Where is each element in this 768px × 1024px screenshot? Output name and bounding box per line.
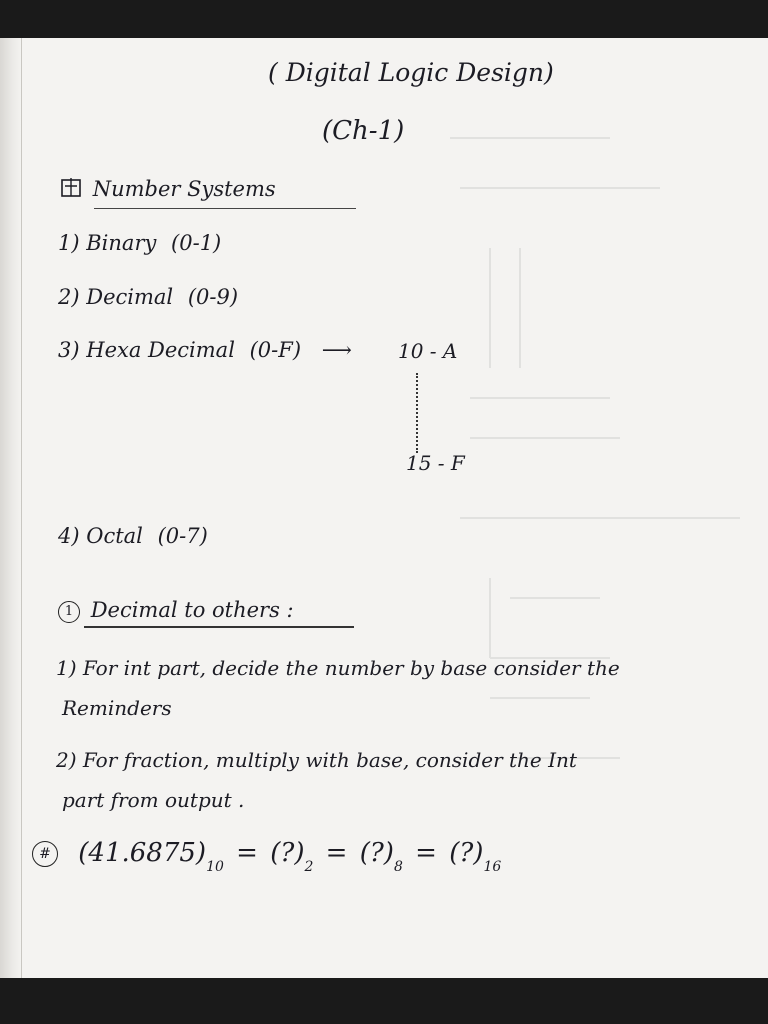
item-number: 1) bbox=[58, 231, 80, 255]
list-item-binary bbox=[58, 231, 221, 255]
rule-text: For fraction, multiply with base, consider the Int bbox=[82, 748, 577, 772]
item-name: Hexa Decimal bbox=[86, 338, 235, 362]
rule-number: 2) bbox=[56, 748, 77, 772]
equals-sign: = bbox=[415, 838, 437, 868]
page-binding-edge bbox=[0, 38, 22, 978]
hex-map-start: 10 - A bbox=[398, 339, 458, 363]
decimal-to-others-heading bbox=[58, 598, 294, 623]
base-subscript: 16 bbox=[483, 859, 502, 875]
notebook-page bbox=[0, 38, 768, 978]
decimal-to-others-text: Decimal to others : bbox=[90, 598, 294, 622]
item-range: (0-7) bbox=[157, 524, 208, 548]
list-item-octal bbox=[58, 524, 208, 548]
item-name: Decimal bbox=[86, 285, 174, 309]
item-number: 4) bbox=[58, 524, 80, 548]
rule-2-line-2: part from output . bbox=[62, 788, 245, 812]
section-heading-text: Number Systems bbox=[92, 177, 276, 201]
rule-text: For int part, decide the number by base consider the bbox=[82, 656, 620, 680]
hand-drawn-box-icon bbox=[60, 177, 93, 201]
arrow-icon: ⟶ bbox=[321, 338, 352, 362]
hex-map-dotted-connector bbox=[416, 373, 418, 453]
hex-map-end: 15 - F bbox=[406, 451, 465, 475]
page-title: ( Digital Logic Design) bbox=[268, 58, 554, 87]
equals-sign: = bbox=[236, 838, 258, 868]
bleed-through-ghost bbox=[430, 98, 760, 858]
rule-2-line-1 bbox=[56, 748, 577, 772]
item-range: (0-1) bbox=[171, 231, 222, 255]
rule-1-line-1 bbox=[56, 656, 620, 680]
section-heading bbox=[60, 176, 276, 201]
base-subscript: 10 bbox=[206, 859, 224, 875]
list-item-hexadecimal bbox=[58, 338, 358, 362]
circled-hash-icon: # bbox=[32, 841, 58, 867]
heading-underline bbox=[84, 626, 354, 628]
heading-underline bbox=[94, 208, 356, 210]
item-number: 3) bbox=[58, 338, 80, 362]
target-expr: (?) bbox=[359, 838, 394, 868]
equals-sign: = bbox=[325, 838, 348, 868]
item-name: Binary bbox=[86, 231, 157, 255]
item-number: 2) bbox=[58, 285, 80, 309]
base-subscript: 8 bbox=[393, 859, 403, 875]
example-equation bbox=[32, 838, 501, 875]
item-name: Octal bbox=[86, 524, 143, 548]
item-range: (0-9) bbox=[187, 285, 239, 309]
circled-number-icon: 1 bbox=[58, 601, 80, 623]
rule-1-line-2: Reminders bbox=[62, 696, 172, 720]
rule-number: 1) bbox=[56, 656, 77, 680]
list-item-decimal bbox=[58, 285, 238, 309]
target-expr: (?) bbox=[449, 838, 484, 868]
example-number: (41.6875) bbox=[78, 838, 207, 868]
target-expr: (?) bbox=[270, 838, 305, 868]
base-subscript: 2 bbox=[304, 859, 314, 875]
item-range: (0-F) bbox=[249, 338, 302, 362]
margin-line bbox=[21, 38, 22, 978]
chapter-label: (Ch-1) bbox=[322, 116, 405, 146]
